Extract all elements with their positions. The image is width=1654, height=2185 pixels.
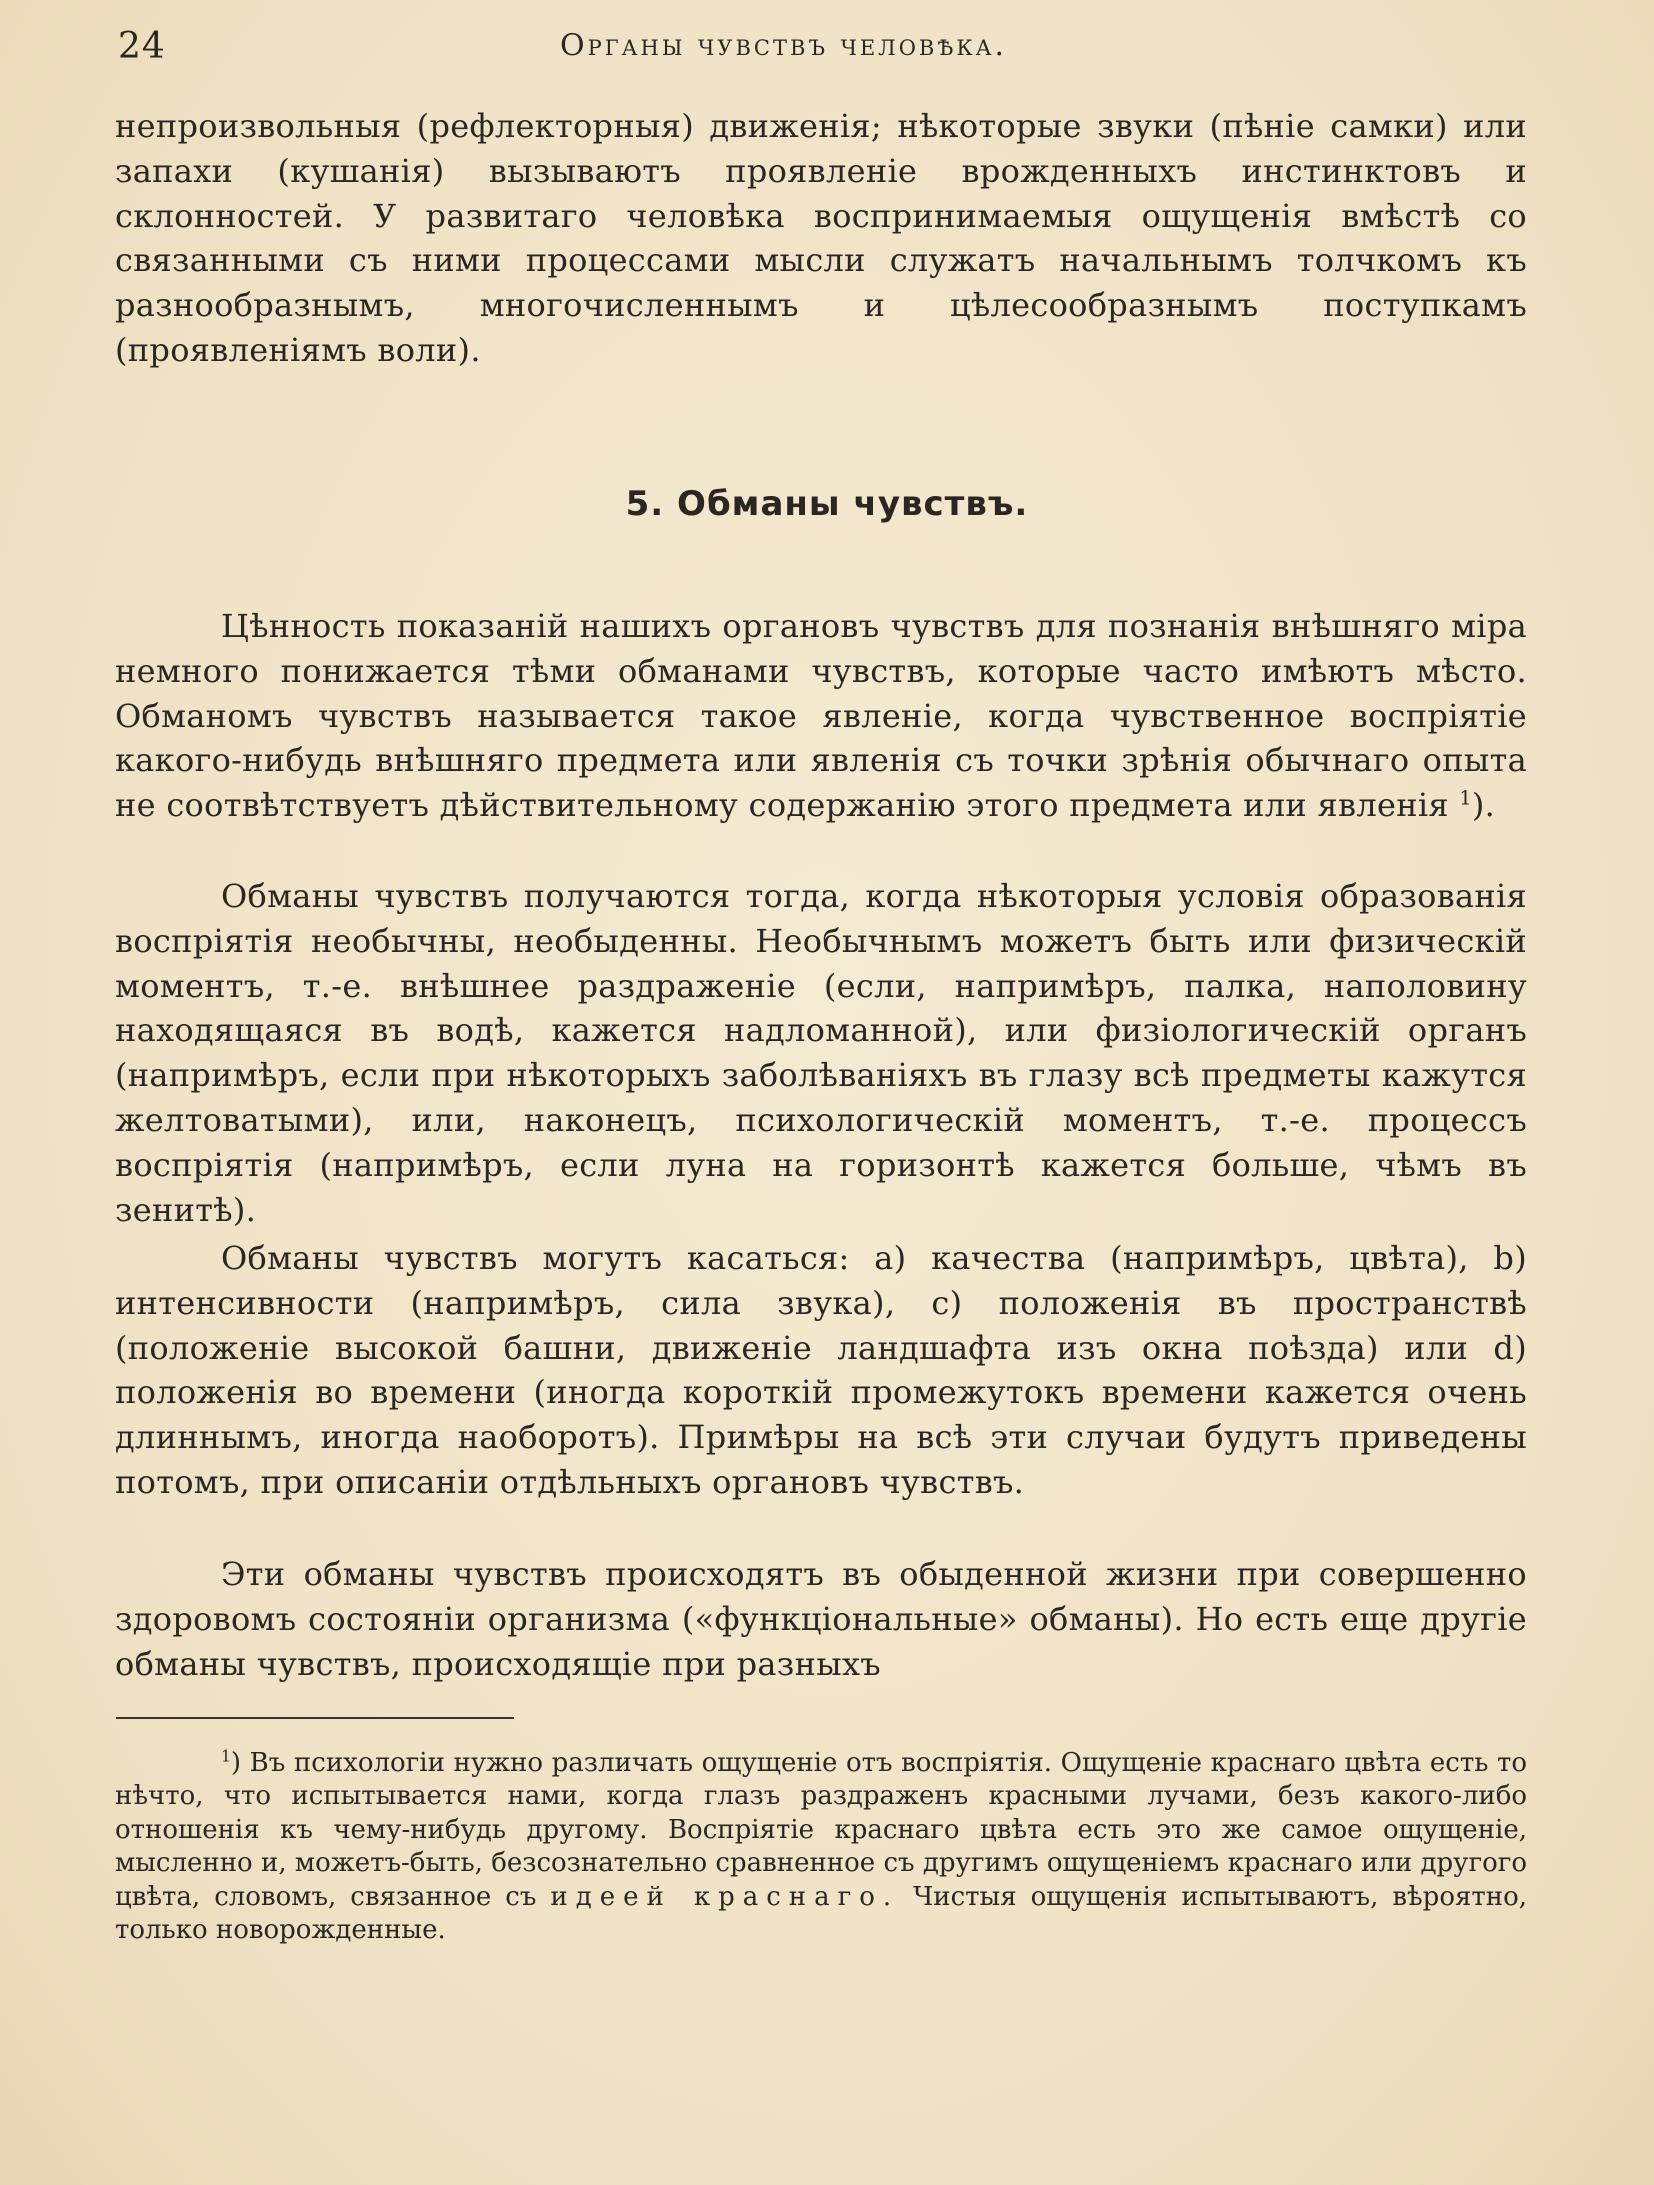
footnote-reference[interactable]: 1 [1459,786,1472,810]
footnote-divider [116,1717,514,1719]
paragraph-1 [115,604,1527,828]
footnote-marker: 1 [221,1747,231,1766]
running-title: Органы чувствъ человѣка. [560,28,1008,63]
paragraph-3: Обманы чувствъ могутъ касаться: a) качества (напримѣръ, цвѣта), b) интенсивности (напримѣръ, сила звука), c) положенія въ пространствѣ (положеніе высокой башни, движеніе ландшафта изъ окна поѣзда) или d) положенія во времени (иногда короткій промежутокъ времени кажется очень длиннымъ, иногда наоборотъ). Примѣры на всѣ эти случаи будутъ приведены потомъ, при описаніи отдѣльныхъ органовъ чувствъ. [115,1239,1527,1501]
paragraph-1-end: ). [1471,786,1496,825]
footnote-emphasis: идеей краснаго. [550,1881,900,1912]
footnote [115,1747,1527,1947]
paragraph-continued: непроизвольныя (рефлекторныя) движенія; нѣкоторые звуки (пѣніе самки) или запахи (кушанія) вызываютъ проявленіе врожденныхъ инстинктовъ и склонностей. У развитаго человѣка воспринимаемыя ощущенія вмѣстѣ со связанными съ ними процессами мысли служатъ начальнымъ толчкомъ къ разнообразнымъ, многочисленнымъ и цѣлесообразнымъ поступкамъ (проявленіямъ воли). [115,107,1527,369]
paragraph-1-text: Цѣнность показаній нашихъ органовъ чувствъ для познанія внѣшняго міра немного понижается тѣми обманами чувствъ, которые часто имѣютъ мѣсто. Обманомъ чувствъ называется такое явленіе, когда чувственное воспріятіе какого-нибудь внѣшняго предмета или явленія съ точки зрѣнія обычнаго опыта не соотвѣтствуетъ дѣйствительному содержанію этого предмета или явленія [115,607,1527,825]
running-head [118,26,1528,76]
section-heading: 5. Обманы чувствъ. [625,484,1029,524]
footnote-text-after: Чистыя ощущенія испытываютъ, вѣроятно, только новорожденные. [115,1881,1528,1946]
page-number: 24 [118,26,166,67]
paragraph-4: Эти обманы чувствъ происходятъ въ обыденной жизни при совершенно здоровомъ состояніи организма («функціональные» обманы). Но есть еще другіе обманы чувствъ, происходящіе при разныхъ [115,1555,1527,1683]
paragraph-2: Обманы чувствъ получаются тогда, когда нѣкоторыя условія образованія воспріятія необычны, необыденны. Необычнымъ можетъ быть или физическій моментъ, т.-е. внѣшнее раздраженіе (если, напримѣръ, палка, наполовину находящаяся въ водѣ, кажется надломанной), или физіологическій органъ (напримѣръ, если при нѣкоторыхъ заболѣваніяхъ въ глазу всѣ предметы кажутся желтоватыми), или, наконецъ, психологическій моментъ, т.-е. процессъ воспріятія (напримѣръ, если луна на горизонтѣ кажется больше, чѣмъ въ зенитѣ). [115,877,1527,1229]
footnote-text-before: ) Въ психологіи нужно различать ощущеніе отъ воспріятія. Ощущеніе краснаго цвѣта есть то нѣчто, что испытывается нами, когда глазъ раздраженъ красными лучами, безъ какого-либо отношенія къ чему-нибудь другому. Воспріятіе краснаго цвѣта есть это же самое ощущеніе, мысленно и, можетъ-быть, безсознательно сравненное съ другимъ ощущеніемъ краснаго или другого цвѣта, словомъ, связанное съ [115,1748,1527,1912]
